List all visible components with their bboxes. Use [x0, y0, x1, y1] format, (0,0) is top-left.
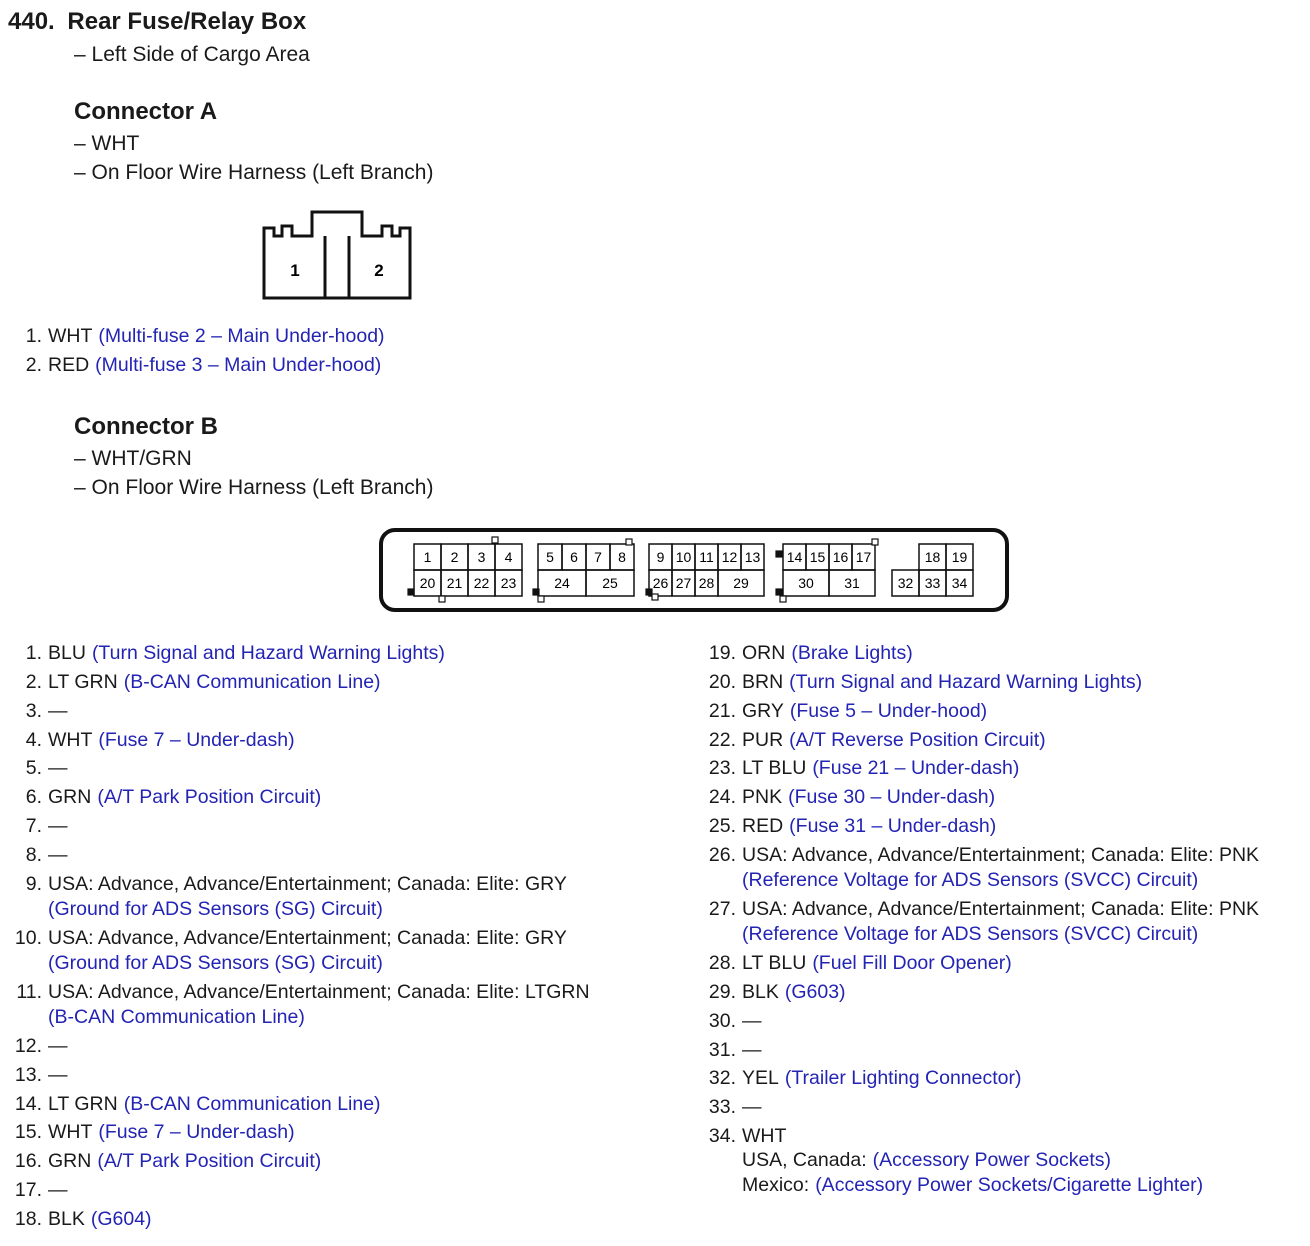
connector-a-pin-label: 1 — [290, 261, 300, 280]
circuit-link[interactable]: (Ground for ADS Sensors (SG) Circuit) — [48, 951, 383, 974]
wire-color: — — [48, 757, 68, 780]
pin-label: 8 — [618, 549, 626, 565]
connector-a-heading: Connector A — [74, 98, 218, 125]
wire-color: GRN — [48, 1150, 92, 1173]
pin-item — [702, 897, 1259, 947]
pin-number: 19. — [708, 642, 736, 664]
pin-number: 14. — [14, 1092, 42, 1115]
pin-number: 3. — [25, 699, 42, 722]
pin-label: 18 — [924, 549, 941, 565]
circuit-link[interactable]: (Trailer Lighting Connector) — [784, 1067, 1022, 1090]
connector-key — [439, 596, 445, 602]
connector-a-color: – WHT — [74, 132, 140, 155]
page-title-text: Rear Fuse/Relay Box — [67, 8, 307, 35]
circuit-link[interactable]: (Multi-fuse 3 – Main Under-hood) — [95, 354, 382, 376]
wire-color: USA: Advance, Advance/Entertainment; Canada: Elite: GRY — [48, 872, 567, 895]
connector-a-outline — [264, 212, 410, 298]
pin-number: 11. — [16, 980, 42, 1003]
pin-label: 13 — [744, 549, 761, 565]
connector-key — [646, 589, 652, 595]
pin-number: 21. — [708, 699, 736, 722]
pin-item — [8, 1178, 68, 1203]
pin-label: 6 — [570, 549, 578, 565]
wire-color: BLK — [742, 980, 779, 1003]
wire-color: USA: Advance, Advance/Entertainment; Canada: Elite: PNK — [742, 843, 1260, 866]
wire-color: GRY — [742, 699, 784, 722]
circuit-link[interactable]: (Ground for ADS Sensors (SG) Circuit) — [48, 897, 383, 920]
pin-label: 7 — [594, 549, 602, 565]
connector-b-harness: – On Floor Wire Harness (Left Branch) — [74, 476, 434, 499]
circuit-link[interactable]: (Brake Lights) — [791, 642, 913, 664]
wire-color: — — [48, 1179, 68, 1202]
circuit-link[interactable]: (Accessory Power Sockets/Cigarette Lighter) — [815, 1174, 1204, 1196]
circuit-link[interactable]: (B-CAN Communication Line) — [48, 1005, 305, 1028]
connector-a-diagram — [260, 208, 416, 302]
market-label: USA, Canada: — [742, 1149, 867, 1171]
connector-key — [533, 589, 539, 595]
connector-key — [780, 596, 786, 602]
pin-label: 17 — [855, 549, 872, 565]
pin-number: 24. — [708, 786, 736, 809]
circuit-link[interactable]: (Fuse 31 – Under-dash) — [789, 815, 997, 838]
circuit-link[interactable]: (Fuse 5 – Under-hood) — [789, 699, 988, 722]
pin-number: 22. — [708, 728, 736, 751]
pin-number: 29. — [708, 980, 736, 1003]
circuit-link[interactable]: (Accessory Power Sockets) — [872, 1149, 1112, 1171]
pin-number: 15. — [14, 1121, 42, 1144]
wire-color: LT GRN — [48, 1092, 118, 1115]
pin-number: 32. — [708, 1067, 736, 1090]
pin-item — [8, 926, 567, 976]
pin-34-detail — [742, 1173, 1203, 1198]
wire-color: — — [48, 1034, 68, 1057]
wire-color: BRN — [742, 670, 784, 693]
connector-key — [872, 539, 878, 545]
pin-item — [8, 1063, 68, 1088]
pin-label: 16 — [832, 549, 849, 565]
pin-item — [702, 1038, 762, 1063]
pin-number: 4. — [25, 728, 42, 751]
pin-label: 24 — [554, 575, 570, 591]
wire-color: WHT — [48, 728, 93, 751]
pin-label: 34 — [951, 575, 968, 591]
pin-number: 2. — [25, 354, 42, 376]
pin-item — [702, 951, 1012, 976]
pin-34-detail — [742, 1148, 1111, 1173]
pin-number: 16. — [14, 1150, 42, 1173]
pin-label: 10 — [675, 549, 692, 565]
pin-label: 4 — [504, 549, 513, 565]
pin-item — [8, 785, 321, 810]
pin-number: 9. — [25, 872, 42, 895]
pin-item — [8, 843, 68, 868]
wire-color: BLK — [48, 1207, 85, 1230]
pin-number: 27. — [708, 897, 736, 920]
pin-number: 7. — [25, 815, 42, 838]
connector-a-harness: – On Floor Wire Harness (Left Branch) — [74, 161, 434, 184]
pin-item — [702, 670, 1142, 695]
pin-label: 32 — [897, 575, 914, 591]
pin-item — [8, 980, 590, 1030]
circuit-link[interactable]: (Turn Signal and Hazard Warning Lights) — [91, 642, 445, 664]
wire-color: GRN — [48, 786, 92, 809]
pin-item — [702, 699, 987, 724]
pin-number: 1. — [25, 642, 42, 664]
pin-item — [702, 756, 1019, 781]
pin-number: 25. — [708, 815, 736, 838]
pin-item — [702, 980, 846, 1005]
pin-item — [8, 699, 68, 724]
connector-key — [408, 589, 414, 595]
pin-item — [702, 728, 1046, 753]
pin-item — [8, 814, 68, 839]
pin-number: 2. — [25, 670, 42, 693]
connector-b-heading: Connector B — [74, 413, 218, 440]
pin-number: 33. — [708, 1096, 736, 1119]
wire-color: PUR — [742, 728, 784, 751]
page-number: 440. — [8, 8, 55, 35]
circuit-link[interactable]: (G604) — [90, 1207, 152, 1230]
pin-label: 30 — [798, 575, 814, 591]
wire-color: YEL — [742, 1067, 779, 1090]
pin-item — [8, 1207, 152, 1232]
pin-number: 10. — [14, 926, 42, 949]
wire-color: RED — [48, 354, 90, 376]
wire-color: LT GRN — [48, 670, 118, 693]
wire-color: — — [48, 1063, 68, 1086]
connector-b-diagram — [376, 526, 1012, 616]
wire-color: WHT — [48, 325, 93, 347]
pin-label: 23 — [500, 575, 517, 591]
circuit-link[interactable]: (Reference Voltage for ADS Sensors (SVCC) Circuit) — [742, 868, 1199, 891]
wire-color: — — [742, 1038, 762, 1061]
connector-key — [652, 594, 658, 600]
circuit-link[interactable]: (G603) — [784, 980, 846, 1003]
pin-item — [8, 324, 385, 349]
wire-color: USA: Advance, Advance/Entertainment; Canada: Elite: GRY — [48, 926, 567, 949]
pin-label: 2 — [450, 549, 459, 565]
wire-color: ORN — [742, 642, 786, 664]
pin-number: 23. — [708, 757, 736, 780]
wire-color: LT BLU — [742, 757, 807, 780]
pin-item — [8, 872, 567, 922]
wire-color: — — [48, 815, 68, 838]
connector-key — [776, 551, 782, 557]
wire-color: RED — [742, 815, 784, 838]
connector-key — [776, 589, 782, 595]
pin-item — [8, 641, 445, 666]
circuit-link[interactable]: (Fuse 30 – Under-dash) — [788, 786, 996, 809]
pin-number: 6. — [25, 786, 42, 809]
connector-b-color: – WHT/GRN — [74, 447, 192, 470]
pin-label: 31 — [844, 575, 860, 591]
circuit-link[interactable]: (Fuse 21 – Under-dash) — [812, 757, 1020, 780]
circuit-link[interactable]: (A/T Park Position Circuit) — [97, 1150, 322, 1173]
circuit-link[interactable]: (Reference Voltage for ADS Sensors (SVCC) Circuit) — [742, 922, 1199, 945]
pin-label: 12 — [721, 549, 738, 565]
circuit-link[interactable]: (Turn Signal and Hazard Warning Lights) — [789, 670, 1143, 693]
pin-label: 19 — [951, 549, 968, 565]
pin-number: 13. — [14, 1063, 42, 1086]
pin-label: 5 — [546, 549, 554, 565]
pin-number: 17. — [14, 1179, 42, 1202]
circuit-link[interactable]: (A/T Reverse Position Circuit) — [789, 728, 1046, 751]
pin-label: 3 — [477, 549, 486, 565]
wire-color: USA: Advance, Advance/Entertainment; Canada: Elite: PNK — [742, 897, 1260, 920]
pin-item — [8, 756, 68, 781]
pin-label: 28 — [698, 575, 715, 591]
pin-label: 11 — [699, 549, 714, 565]
market-label: Mexico: — [742, 1174, 810, 1196]
pin-item — [702, 814, 996, 839]
pin-item — [702, 785, 995, 810]
connector-key — [492, 537, 498, 543]
pin-label: 21 — [446, 575, 463, 591]
circuit-link[interactable]: (Fuse 7 – Under-dash) — [98, 1121, 295, 1144]
pin-number: 26. — [708, 843, 736, 866]
pin-item — [8, 670, 381, 695]
wire-color: — — [48, 699, 68, 722]
connector-a-pin-label: 2 — [374, 261, 384, 280]
circuit-link[interactable]: (A/T Park Position Circuit) — [97, 786, 322, 809]
pin-label: 1 — [423, 549, 432, 565]
pin-label: 22 — [473, 575, 490, 591]
wire-color: WHT — [48, 1121, 93, 1144]
circuit-link[interactable]: (Fuel Fill Door Opener) — [812, 951, 1012, 974]
location-note: – Left Side of Cargo Area — [74, 43, 310, 66]
pin-label: 29 — [733, 575, 749, 591]
pin-item — [702, 1124, 786, 1149]
pin-label: 15 — [809, 549, 826, 565]
wire-color: WHT — [742, 1125, 787, 1148]
circuit-link[interactable]: (B-CAN Communication Line) — [123, 1092, 381, 1115]
pin-number: 34. — [708, 1125, 736, 1148]
pin-number: 8. — [25, 843, 42, 866]
pin-item — [8, 1092, 381, 1117]
pin-label: 9 — [656, 549, 665, 565]
pin-item — [702, 641, 913, 666]
circuit-link[interactable]: (Fuse 7 – Under-dash) — [98, 728, 295, 751]
pin-number: 1. — [25, 325, 42, 347]
pin-item — [8, 1120, 295, 1145]
wire-color: — — [742, 1096, 762, 1119]
pin-item — [702, 1095, 762, 1120]
pin-item — [8, 1149, 321, 1174]
pin-number: 28. — [708, 951, 736, 974]
pin-label: 27 — [675, 575, 692, 591]
pin-label: 20 — [419, 575, 436, 591]
pin-item — [8, 353, 381, 378]
pin-item — [702, 843, 1259, 893]
wire-color: USA: Advance, Advance/Entertainment; Canada: Elite: LTGRN — [48, 980, 590, 1003]
pin-item — [8, 1034, 68, 1059]
pin-number: 30. — [708, 1009, 736, 1032]
pin-number: 18. — [14, 1207, 42, 1230]
page-title — [8, 8, 306, 36]
pin-number: 5. — [25, 757, 42, 780]
circuit-link[interactable]: (Multi-fuse 2 – Main Under-hood) — [98, 325, 385, 347]
pin-item — [702, 1009, 762, 1034]
wire-color: LT BLU — [742, 951, 807, 974]
pin-label: 33 — [924, 575, 941, 591]
pin-label: 25 — [602, 575, 618, 591]
pin-number: 31. — [708, 1038, 736, 1061]
pin-label: 14 — [786, 549, 803, 565]
pin-item — [702, 1066, 1022, 1091]
wire-color: BLU — [48, 642, 86, 664]
pin-label: 26 — [652, 575, 669, 591]
wire-color: — — [742, 1009, 762, 1032]
connector-key — [626, 539, 632, 545]
circuit-link[interactable]: (B-CAN Communication Line) — [123, 670, 381, 693]
wire-color: PNK — [742, 786, 783, 809]
wire-color: — — [48, 843, 68, 866]
pin-item — [8, 728, 295, 753]
connector-key — [538, 596, 544, 602]
pin-number: 12. — [14, 1034, 42, 1057]
pin-number: 20. — [708, 670, 736, 693]
